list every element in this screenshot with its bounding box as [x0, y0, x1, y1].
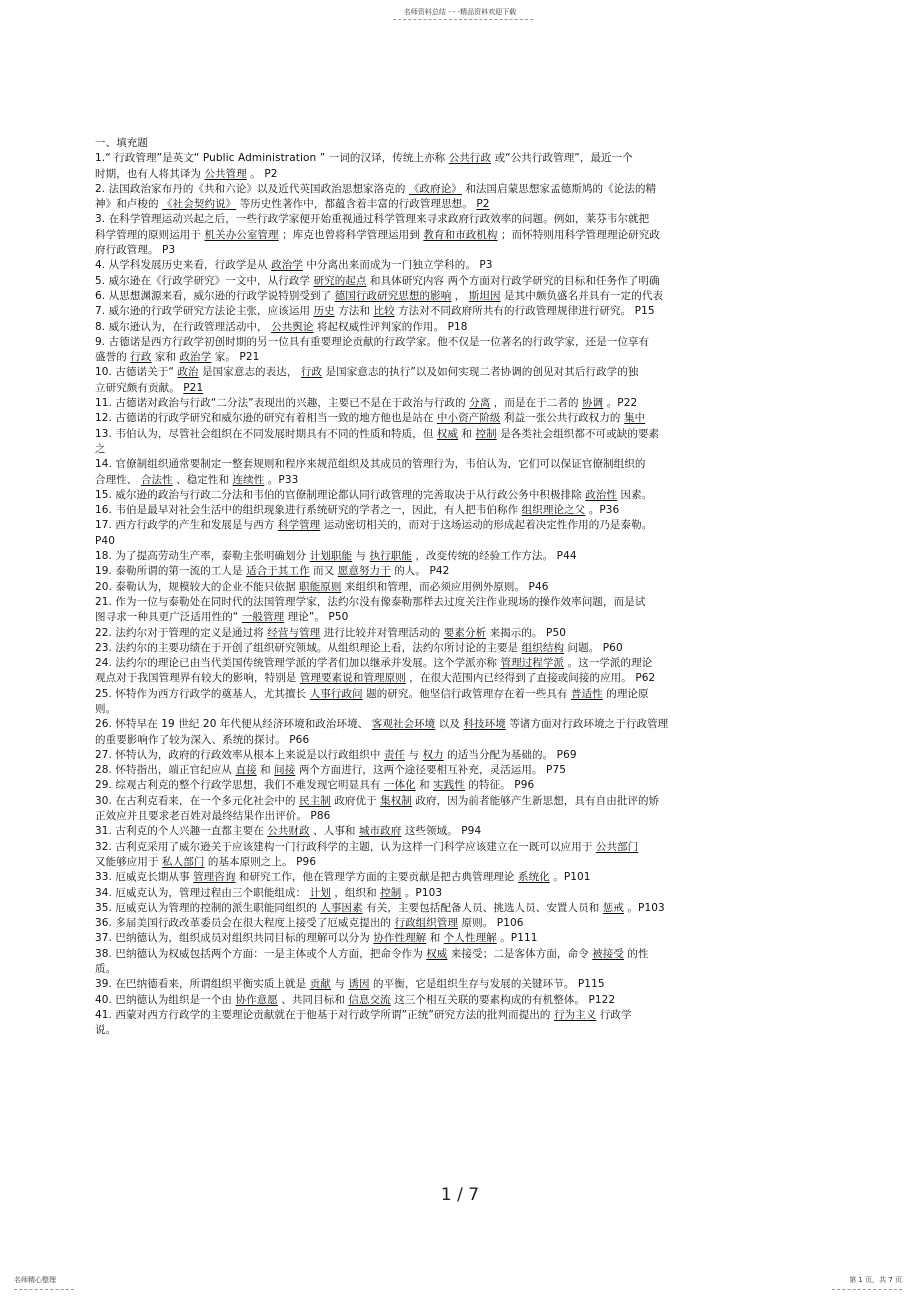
answer-blank: 人事行政问	[309, 687, 363, 700]
text-line	[95, 396, 785, 411]
line-text: 盛誉的	[95, 351, 131, 364]
answer-blank: 愿意努力干	[337, 565, 391, 578]
line-text: ，而是在于二者的	[490, 397, 583, 410]
line-text: 以及	[435, 718, 464, 731]
answer-blank: 执行职能	[369, 550, 412, 563]
text-line	[95, 182, 785, 197]
line-text: 25. 怀特作为西方行政学的奠基人，尤其擅长	[95, 687, 310, 700]
text-line	[95, 687, 785, 702]
answer-blank: 控制	[380, 886, 402, 899]
line-text: 题的研究。他坚信行政管理存在着一些具有	[362, 687, 571, 700]
line-text: 、稳定性和	[172, 473, 233, 486]
answer-blank: 科技环境	[463, 718, 506, 731]
answer-blank: 德国行政研究思想的影响	[334, 289, 452, 302]
line-text: 23. 法约尔的主要功绩在于开创了组织研究领域。从组织理论上看，法约尔所讨论的主要是	[95, 641, 522, 654]
question-list	[95, 151, 785, 1038]
text-line	[95, 442, 785, 457]
answer-blank: 公共财政	[267, 825, 310, 838]
line-text: 是其中颇负盛名并具有一定的代表	[500, 289, 664, 302]
answer-blank: 协调	[582, 397, 604, 410]
line-text: 36. 多届美国行政改革委员会在很大程度上接受了厄威克提出的	[95, 917, 395, 930]
line-text: 的特征。 P96	[464, 779, 535, 792]
line-text: 或“公共行政管理”，最近一个	[491, 152, 633, 165]
line-text: 来接受；二是客体方面，命令	[447, 947, 593, 960]
text-line	[95, 549, 785, 564]
text-line	[95, 626, 785, 641]
answer-blank: 管理咨询	[193, 871, 236, 884]
footer-left: 名师精心整理	[14, 1276, 56, 1284]
answer-blank: 责任	[383, 748, 406, 761]
line-text: 35. 厄威克认为管理的控制的派生职能同组织的	[95, 901, 321, 914]
answer-blank: 行政	[300, 366, 323, 379]
text-line	[95, 304, 785, 319]
line-text: 图寻求一种具更广泛适用性的“	[95, 611, 242, 624]
line-text: 的重要影响作了较为深入、系统的探讨。 P66	[95, 733, 310, 746]
answer-blank: 公共舆论	[271, 320, 314, 333]
answer-blank: 客观社会环境	[371, 718, 436, 731]
header-divider	[393, 19, 533, 20]
line-text: 10. 古德诺关于“	[95, 366, 178, 379]
line-text: 29. 综观古利克的整个行政学思想，我们不难发现它明显具有	[95, 779, 384, 792]
line-text: 原则。 P106	[458, 917, 524, 930]
line-text: 将起权威性评判家的作用。 P18	[313, 320, 468, 333]
answer-blank: 职能原则	[299, 580, 342, 593]
text-line	[95, 671, 785, 686]
answer-blank: 间接	[274, 764, 296, 777]
text-line	[95, 503, 785, 518]
text-line	[95, 580, 785, 595]
answer-blank: 控制	[475, 427, 497, 440]
text-line	[95, 962, 785, 977]
text-line	[95, 870, 785, 885]
line-text: 时期，也有人将其译为	[95, 167, 205, 180]
line-text: 又能够应用于	[95, 855, 163, 868]
line-text: ，改变传统的经验工作方法。 P44	[411, 550, 577, 563]
text-line	[95, 381, 785, 396]
line-text: 5. 威尔逊在《行政学研究》一文中，从行政学	[95, 274, 314, 287]
answer-blank: 一体化	[383, 779, 416, 792]
answer-blank: 机关办公室管理	[204, 228, 279, 241]
text-line	[95, 886, 785, 901]
line-text: 的理论原	[602, 687, 649, 700]
answer-blank: 协作意愿	[235, 993, 278, 1006]
text-line	[95, 901, 785, 916]
answer-blank: 一般管理	[241, 611, 285, 624]
line-text: 17. 西方行政学的产生和发展是与西方	[95, 519, 278, 532]
answer-blank: 人事因素	[320, 901, 363, 914]
line-text: 21. 作为一位与泰勒处在同时代的法国管理学家，法约尔没有像泰勒那样去过度关注作业现场的操作效率问题，而是试	[95, 595, 646, 608]
line-text: 3. 在科学管理运动兴起之后，一些行政学家便开始重视通过科学管理来寻求政府行政效率的问题。例如，莱芬韦尔就把	[95, 213, 650, 226]
line-text: 24. 法约尔的理论已由当代美国传统管理学派的学者们加以继承并发展。这个学派亦称	[95, 657, 501, 670]
answer-blank: P21	[183, 381, 204, 394]
line-text: 来组织和管理，而必须应用例外原则。 P46	[341, 580, 549, 593]
text-line	[95, 488, 785, 503]
answer-blank: 私人部门	[162, 855, 205, 868]
answer-blank: 贡献	[309, 978, 331, 991]
text-line	[95, 977, 785, 992]
line-text: 是各类社会组织都不可或缺的要素	[496, 427, 660, 440]
line-text: 。P22	[603, 397, 638, 410]
line-text: 利益一张公共行政权力的	[500, 412, 624, 425]
line-text: 20. 泰勒认为，规模较大的企业不能只依据	[95, 580, 300, 593]
line-text: 11. 古德诺对政治与行政“二分法”表现出的兴趣，主要已不是在于政治与行政的	[95, 397, 470, 410]
line-text: 与	[330, 978, 349, 991]
answer-blank: 行政	[130, 351, 152, 364]
text-line	[95, 365, 785, 380]
answer-blank: 集权制	[380, 794, 412, 807]
line-text: 和研究工作，他在管理学方面的主要贡献是把古典管理理论	[235, 871, 518, 884]
answer-blank: 比较	[373, 305, 395, 318]
answer-blank: 被接受	[592, 947, 624, 960]
line-text: 27. 怀特认为，政府的行政效率从根本上来说是以行政组织中	[95, 748, 384, 761]
text-line	[95, 809, 785, 824]
line-text: ，在很大范围内已经得到了直接或间接的应用。 P62	[405, 672, 656, 685]
line-text: 行政学	[596, 1008, 632, 1021]
answer-blank: 诱因	[348, 978, 370, 991]
answer-blank: 行为主义	[553, 1008, 597, 1021]
line-text: ；而怀特则用科学管理理论研究政	[497, 228, 660, 241]
line-text: 和	[415, 779, 434, 792]
line-text: 合理性、	[95, 473, 141, 486]
line-text: 。P103	[623, 901, 665, 914]
answer-blank: 城市政府	[358, 825, 402, 838]
answer-blank: 系统化	[517, 871, 550, 884]
section-heading: 一、填充题	[95, 137, 148, 149]
footer-left-divider	[14, 1289, 74, 1290]
line-text: 6. 从思想渊源来看，威尔逊的行政学说特别受到了	[95, 289, 335, 302]
line-text: 41. 西蒙对西方行政学的主要理论贡献就在于他基于对行政学所谓”正统”研究方法的批判而提出的	[95, 1008, 554, 1021]
text-line	[95, 243, 785, 258]
text-line	[95, 855, 785, 870]
line-text: 而又	[309, 565, 338, 578]
text-line	[95, 289, 785, 304]
text-line	[95, 748, 785, 763]
line-text: 质。	[95, 963, 117, 976]
answer-blank: 民主制	[299, 794, 331, 807]
line-text: 。这一学派的理论	[564, 657, 653, 670]
line-text: 与	[405, 748, 423, 761]
text-line	[95, 931, 785, 946]
line-text: 的人。 P42	[390, 565, 450, 578]
answer-blank: 政治	[177, 366, 199, 379]
text-line	[95, 534, 785, 549]
answer-blank: 权威	[426, 947, 448, 960]
line-text: 22. 法约尔对于管理的定义是通过将	[95, 626, 268, 639]
line-text: 的性	[623, 947, 649, 960]
answer-blank: 政治学	[179, 351, 212, 364]
line-text: 12. 古德诺的行政学研究和威尔逊的研究有着相当一致的地方他也是站在	[95, 412, 437, 425]
line-text: 34. 厄威克认为，管理过程由三个职能组成：	[95, 886, 310, 899]
line-text: 4. 从学科发展历史来看，行政学是从	[95, 259, 272, 272]
line-text: 两个方面进行，这两个途径要相互补充，灵活运用。 P75	[295, 764, 567, 777]
line-text: 与	[352, 550, 370, 563]
answer-blank: 惩戒	[602, 901, 624, 914]
text-line	[95, 197, 785, 212]
answer-blank: 计划	[309, 886, 331, 899]
line-text: 9. 古德诺是西方行政学初创时期的另一位具有重要理论贡献的行政学家。他不仅是一位著名的行政学家，还是一位享有	[95, 335, 650, 348]
line-text: 7. 威尔逊的行政学研究方法论主张，应该运用	[95, 305, 314, 318]
line-text: 中分离出来而成为一门独立学科的。 P3	[302, 259, 493, 272]
answer-blank: P2	[476, 198, 490, 211]
answer-blank: 连续性	[232, 473, 265, 486]
line-text: 方法和	[334, 305, 374, 318]
answer-blank: 普适性	[570, 687, 603, 700]
text-line	[95, 656, 785, 671]
text-line	[95, 167, 785, 182]
line-text: 家和	[151, 351, 180, 364]
line-text: 科学管理的原则运用于	[95, 228, 205, 241]
answer-blank: 要素分析	[443, 626, 487, 639]
answer-blank: 集中	[623, 412, 646, 425]
text-line	[95, 641, 785, 656]
line-text: 38. 巴纳德认为权威包括两个方面：一是主体或个人方面，把命令作为	[95, 947, 427, 960]
line-text: 这些领域。 P94	[401, 825, 482, 838]
text-line	[95, 274, 785, 289]
line-text: ，组织和	[330, 886, 381, 899]
line-text: 。P33	[264, 473, 299, 486]
line-text: 、共同目标和	[277, 993, 349, 1006]
footer-right-divider	[832, 1289, 902, 1290]
text-line	[95, 916, 785, 931]
line-text: 。P101	[549, 871, 591, 884]
line-text: 14. 官僚制组织通常要制定一整套规则和程序来规范组织及其成员的管理行为，韦伯认为，它们可以保证官僚制组织的	[95, 458, 646, 471]
answer-blank: 分离	[469, 397, 491, 410]
answer-blank: 科学管理	[277, 519, 321, 532]
line-text: 。P36	[585, 504, 620, 517]
answer-blank: 教育和市政机构	[423, 228, 498, 241]
answer-blank: 信息交流	[348, 993, 391, 1006]
header-note: 名师资料总结 - - -精品资料欢迎下载	[403, 8, 517, 16]
answer-blank: 行政组织管理	[394, 917, 459, 930]
line-text: 是国家意志的执行”以及如何实现二者协调的创见对其后行政学的独	[322, 366, 639, 379]
line-text: 政府，因为前者能够产生新思想，具有自由批评的矫	[411, 794, 660, 807]
text-line	[95, 427, 785, 442]
text-line	[95, 212, 785, 227]
line-text: 。 P2	[246, 167, 278, 180]
line-text: 40. 巴纳德认为组织是一个由	[95, 993, 236, 1006]
text-line	[95, 258, 785, 273]
line-text: 两个方面对行政学研究的目标和任务作了明确	[447, 274, 660, 287]
line-text: 问题。 P60	[564, 641, 623, 654]
text-line	[95, 993, 785, 1008]
line-text: 等历史性著作中，都蕴含着丰富的行政管理思想。	[236, 198, 477, 211]
line-text: 16. 韦伯是最早对社会生活中的组织现象进行系统研究的学者之一，因此，有人把韦伯称作	[95, 504, 522, 517]
text-line	[95, 228, 785, 243]
line-text: 、人事和	[309, 825, 359, 838]
line-text: 则。	[95, 702, 117, 715]
line-text: 30. 在古利克看来，在一个多元化社会中的	[95, 794, 300, 807]
line-text: 31. 古利克的个人兴趣一直都主要在	[95, 825, 268, 838]
line-text: 18. 为了提高劳动生产率，泰勒主张明确划分	[95, 550, 310, 563]
line-text: 33. 厄威克长期从事	[95, 871, 194, 884]
line-text: 32. 古利克采用了威尔逊关于应该建构一门行政科学的主题，认为这样一门科学应该建立在一既可以应用于	[95, 840, 596, 853]
line-text: 和具体研究内容	[366, 274, 448, 287]
line-text: 正效应并且要求老百姓对最终结果作出评价。 P86	[95, 810, 331, 823]
line-text: 理论”。 P50	[284, 611, 349, 624]
answer-blank: 《政府论》	[408, 182, 462, 195]
answer-blank: 公共部门	[595, 840, 639, 853]
line-text: 1.“ 行政管理”是英文“ Public Administration ” 一词的汉译，传统上亦称	[95, 152, 449, 165]
line-text: 府行政管理。 P3	[95, 244, 176, 257]
line-text: 家。 P21	[211, 351, 260, 364]
answer-blank: 管理要素说和管理原则	[299, 672, 406, 685]
answer-blank: 个人性理解	[443, 932, 497, 945]
text-line	[95, 733, 785, 748]
text-line	[95, 763, 785, 778]
text-line	[95, 350, 785, 365]
line-text: 和	[426, 932, 444, 945]
line-text: 这三个相互关联的要素构成的有机整体。 P122	[390, 993, 616, 1006]
line-text: 等诸方面对行政环境之于行政管理	[505, 718, 669, 731]
text-line	[95, 411, 785, 426]
line-text: 13. 韦伯认为，尽管社会组织在不同发展时期具有不同的性质和特质，但	[95, 427, 437, 440]
text-line	[95, 947, 785, 962]
line-text: 的基本原则之上。 P96	[204, 855, 317, 868]
text-line	[95, 702, 785, 717]
text-line	[95, 610, 785, 625]
line-text: 。P103	[401, 886, 443, 899]
answer-blank: 实践性	[433, 779, 465, 792]
answer-blank: 公共管理	[204, 167, 247, 180]
line-text: 来揭示的。 P50	[486, 626, 567, 639]
text-line	[95, 335, 785, 350]
line-text: 因素。	[617, 488, 653, 501]
line-text: 28. 怀特指出，端正官纪应从	[95, 764, 236, 777]
text-line	[95, 1023, 785, 1038]
line-text: 8. 威尔逊认为，在行政管理活动中，	[95, 320, 272, 333]
answer-blank: 计划职能	[309, 550, 353, 563]
line-text: 和	[256, 764, 275, 777]
text-line	[95, 151, 785, 166]
answer-blank: 历史	[313, 305, 335, 318]
answer-blank: 斯坦因	[468, 289, 501, 302]
line-text: 方法对不同政府所共有的行政管理规律进行研究。 P15	[394, 305, 655, 318]
answer-blank: 政治学	[271, 259, 303, 272]
text-line	[95, 824, 785, 839]
line-text: 的适当分配为基础的。 P69	[443, 748, 577, 761]
line-text: 有关，主要包括配备人员、挑选人员、安置人员和	[362, 901, 603, 914]
line-text: 立研究颇有贡献。	[95, 381, 184, 394]
answer-blank: 适合于其工作	[246, 565, 310, 578]
line-text: 15. 威尔逊的政治与行政二分法和韦伯的官僚制理论都认同行政管理的完善取决于从行政公务中积极排除	[95, 488, 586, 501]
text-line	[95, 457, 785, 472]
text-line	[95, 518, 785, 533]
text-line	[95, 794, 785, 809]
line-text: 26. 怀特早在 19 世纪 20 年代便从经济环境和政治环境、	[95, 718, 372, 731]
answer-blank: 权威	[436, 427, 459, 440]
line-text: 。P111	[496, 932, 538, 945]
line-text: 39. 在巴纳德看来，所谓组织平衡实质上就是	[95, 978, 310, 991]
line-text: 运动密切相关的，而对于这场运动的形成起着决定性作用的乃是泰勒。	[320, 519, 653, 532]
text-line	[95, 1008, 785, 1023]
answer-blank: 管理过程学派	[500, 657, 565, 670]
line-text: 说。	[95, 1024, 117, 1037]
text-line	[95, 717, 785, 732]
answer-blank: 《社会契约说》	[162, 198, 237, 211]
text-line	[95, 840, 785, 855]
text-line	[95, 320, 785, 335]
text-line	[95, 778, 785, 793]
answer-blank: 合法性	[140, 473, 173, 486]
answer-blank: 权力	[422, 748, 444, 761]
answer-blank: 协作性理解	[373, 932, 427, 945]
line-text: 观点对于我国管理界有较大的影响，特别是	[95, 672, 300, 685]
answer-blank: 公共行政	[448, 152, 492, 165]
line-text: 政府优于	[330, 794, 381, 807]
answer-blank: 研究的起点	[313, 274, 367, 287]
page-number: 1 / 7	[440, 1185, 480, 1205]
text-line	[95, 595, 785, 610]
line-text: 2. 法国政治家布丹的《共和六论》以及近代英国政治思想家洛克的	[95, 182, 409, 195]
answer-blank: 政治性	[585, 488, 618, 501]
line-text: 神》和卢梭的	[95, 198, 163, 211]
line-text: ；库克也曾将科学管理运用到	[278, 228, 424, 241]
line-text: 和法国启蒙思想家孟德斯鸠的《论法的精	[461, 182, 657, 195]
answer-blank: 经营与管理	[267, 626, 321, 639]
line-text: 之	[95, 442, 106, 455]
line-text: 19. 泰勒所谓的第一流的工人是	[95, 565, 247, 578]
line-text: ，	[451, 289, 469, 302]
text-line	[95, 564, 785, 579]
line-text: 是国家意志的表达，	[198, 366, 301, 379]
answer-blank: 直接	[235, 764, 257, 777]
line-text: 进行比较并对管理活动的	[320, 626, 444, 639]
line-text: P40	[95, 534, 115, 547]
line-text: 和	[458, 427, 476, 440]
line-text: 的平衡，它是组织生存与发展的关键环节。 P115	[369, 978, 605, 991]
text-line	[95, 473, 785, 488]
line-text: 37. 巴纳德认为，组织成员对组织共同目标的理解可以分为	[95, 932, 374, 945]
answer-blank: 组织理论之父	[521, 504, 586, 517]
document-body	[95, 136, 785, 1039]
footer-right: 第 1 页，共 7 页	[849, 1276, 902, 1284]
answer-blank: 组织结构	[521, 641, 565, 654]
answer-blank: 中小资产阶级	[436, 412, 501, 425]
